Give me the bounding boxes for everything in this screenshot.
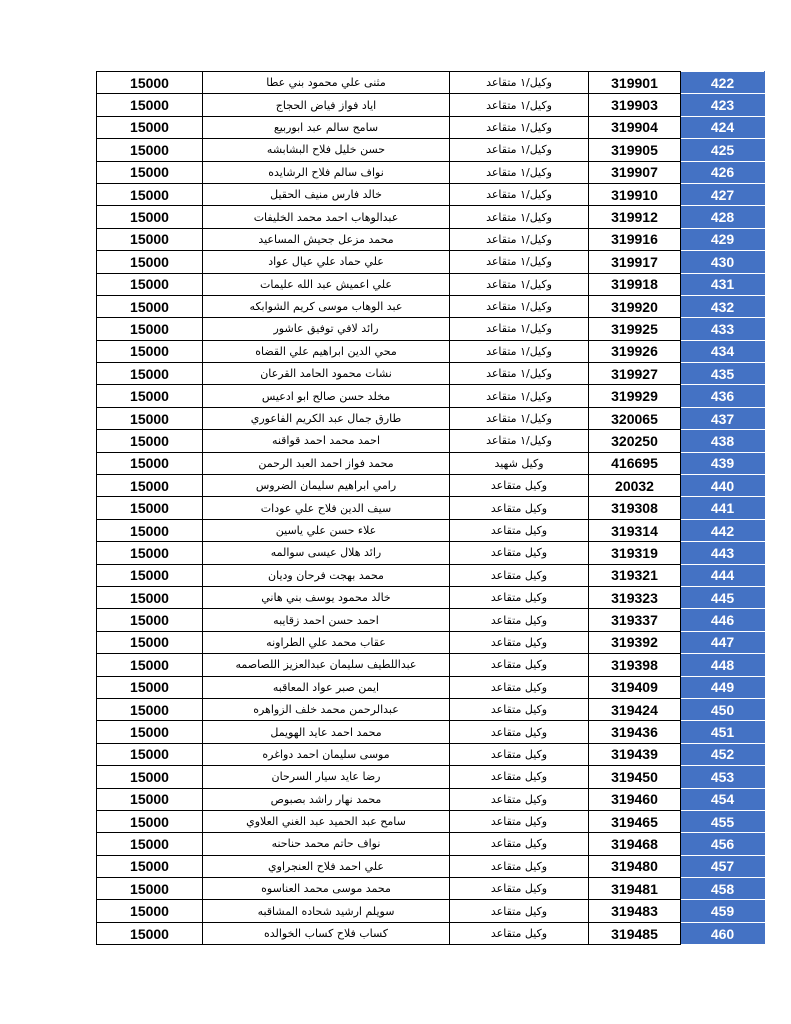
name-cell: عبد الوهاب موسى كريم الشوابكه [203, 295, 450, 317]
name-cell: علاء حسن علي ياسين [203, 519, 450, 541]
rank-cell: وكيل متقاعد [450, 542, 589, 564]
name-cell: سامح سالم عبد ابوربيع [203, 116, 450, 138]
sequence-number-cell: 429 [681, 228, 765, 250]
name-cell: ايمن صبر عواد المعاقبه [203, 676, 450, 698]
service-number-cell: 319901 [589, 72, 681, 94]
amount-cell: 15000 [97, 385, 203, 407]
sequence-number-cell: 446 [681, 609, 765, 631]
sequence-number-cell: 445 [681, 586, 765, 608]
rank-cell: وكيل متقاعد [450, 743, 589, 765]
rank-cell: وكيل متقاعد [450, 810, 589, 832]
amount-cell: 15000 [97, 430, 203, 452]
amount-cell: 15000 [97, 855, 203, 877]
service-number-cell: 319927 [589, 363, 681, 385]
rank-cell: وكيل/١ متقاعد [450, 295, 589, 317]
table-row [97, 94, 765, 116]
rank-cell: وكيل/١ متقاعد [450, 139, 589, 161]
sequence-number-cell: 425 [681, 139, 765, 161]
rank-cell: وكيل/١ متقاعد [450, 385, 589, 407]
service-number-cell: 319424 [589, 698, 681, 720]
table-row [97, 363, 765, 385]
name-cell: عبداللطيف سليمان عبدالعزيز اللصاصمه [203, 654, 450, 676]
amount-cell: 15000 [97, 295, 203, 317]
name-cell: محمد مزعل جحيش المساعيد [203, 228, 450, 250]
table-row [97, 900, 765, 922]
service-number-cell: 319321 [589, 564, 681, 586]
amount-cell: 15000 [97, 475, 203, 497]
table-row [97, 519, 765, 541]
name-cell: علي حماد علي عيال عواد [203, 251, 450, 273]
table-row [97, 766, 765, 788]
amount-cell: 15000 [97, 631, 203, 653]
table-row [97, 743, 765, 765]
table-row [97, 878, 765, 900]
name-cell: عبدالوهاب احمد محمد الخليفات [203, 206, 450, 228]
rank-cell: وكيل/١ متقاعد [450, 407, 589, 429]
table-row [97, 116, 765, 138]
amount-cell: 15000 [97, 654, 203, 676]
amount-cell: 15000 [97, 542, 203, 564]
table-row [97, 385, 765, 407]
name-cell: اياد فواز فياض الحجاج [203, 94, 450, 116]
amount-cell: 15000 [97, 609, 203, 631]
name-cell: رضا عايد سيار السرحان [203, 766, 450, 788]
amount-cell: 15000 [97, 721, 203, 743]
sequence-number-cell: 452 [681, 743, 765, 765]
sequence-number-cell: 422 [681, 72, 765, 94]
sequence-number-cell: 448 [681, 654, 765, 676]
amount-cell: 15000 [97, 586, 203, 608]
table-row [97, 654, 765, 676]
service-number-cell: 319465 [589, 810, 681, 832]
service-number-cell: 416695 [589, 452, 681, 474]
sequence-number-cell: 428 [681, 206, 765, 228]
rank-cell: وكيل متقاعد [450, 564, 589, 586]
amount-cell: 15000 [97, 878, 203, 900]
rank-cell: وكيل/١ متقاعد [450, 251, 589, 273]
amount-cell: 15000 [97, 564, 203, 586]
table-row [97, 161, 765, 183]
service-number-cell: 319481 [589, 878, 681, 900]
table-row [97, 721, 765, 743]
amount-cell: 15000 [97, 743, 203, 765]
service-number-cell: 319907 [589, 161, 681, 183]
name-cell: نواف حاتم محمد حناحنه [203, 833, 450, 855]
service-number-cell: 319483 [589, 900, 681, 922]
service-number-cell: 319926 [589, 340, 681, 362]
name-cell: علي احمد فلاح العنجراوي [203, 855, 450, 877]
sequence-number-cell: 444 [681, 564, 765, 586]
amount-cell: 15000 [97, 228, 203, 250]
service-number-cell: 319920 [589, 295, 681, 317]
name-cell: رائد هلال عيسى سوالمه [203, 542, 450, 564]
rank-cell: وكيل/١ متقاعد [450, 116, 589, 138]
amount-cell: 15000 [97, 318, 203, 340]
payment-table [96, 71, 765, 945]
service-number-cell: 319314 [589, 519, 681, 541]
amount-cell: 15000 [97, 922, 203, 944]
name-cell: مخلد حسن صالح ابو ادعيس [203, 385, 450, 407]
amount-cell: 15000 [97, 183, 203, 205]
amount-cell: 15000 [97, 698, 203, 720]
service-number-cell: 319460 [589, 788, 681, 810]
service-number-cell: 319319 [589, 542, 681, 564]
amount-cell: 15000 [97, 273, 203, 295]
rank-cell: وكيل/١ متقاعد [450, 206, 589, 228]
sequence-number-cell: 434 [681, 340, 765, 362]
rank-cell: وكيل متقاعد [450, 654, 589, 676]
rank-cell: وكيل متقاعد [450, 586, 589, 608]
service-number-cell: 20032 [589, 475, 681, 497]
name-cell: محمد بهجت فرحان وديان [203, 564, 450, 586]
service-number-cell: 319337 [589, 609, 681, 631]
rank-cell: وكيل متقاعد [450, 721, 589, 743]
table-row [97, 273, 765, 295]
service-number-cell: 319450 [589, 766, 681, 788]
table-row [97, 139, 765, 161]
sequence-number-cell: 430 [681, 251, 765, 273]
rank-cell: وكيل متقاعد [450, 766, 589, 788]
rank-cell: وكيل متقاعد [450, 631, 589, 653]
sequence-number-cell: 442 [681, 519, 765, 541]
sequence-number-cell: 450 [681, 698, 765, 720]
name-cell: سويلم ارشيد شحاده المشاقبه [203, 900, 450, 922]
rank-cell: وكيل شهيد [450, 452, 589, 474]
rank-cell: وكيل/١ متقاعد [450, 94, 589, 116]
table-row [97, 295, 765, 317]
rank-cell: وكيل متقاعد [450, 519, 589, 541]
name-cell: احمد حسن احمد زقايبه [203, 609, 450, 631]
name-cell: علي اعميش عبد الله عليمات [203, 273, 450, 295]
name-cell: محمد نهار راشد بصبوص [203, 788, 450, 810]
table-row [97, 183, 765, 205]
amount-cell: 15000 [97, 94, 203, 116]
service-number-cell: 320065 [589, 407, 681, 429]
rank-cell: وكيل/١ متقاعد [450, 273, 589, 295]
service-number-cell: 319468 [589, 833, 681, 855]
amount-cell: 15000 [97, 340, 203, 362]
amount-cell: 15000 [97, 833, 203, 855]
table-body [97, 72, 765, 945]
rank-cell: وكيل/١ متقاعد [450, 228, 589, 250]
amount-cell: 15000 [97, 519, 203, 541]
amount-cell: 15000 [97, 497, 203, 519]
table-row [97, 318, 765, 340]
amount-cell: 15000 [97, 139, 203, 161]
sequence-number-cell: 435 [681, 363, 765, 385]
amount-cell: 15000 [97, 206, 203, 228]
amount-cell: 15000 [97, 161, 203, 183]
name-cell: موسى سليمان احمد دواغره [203, 743, 450, 765]
table-row [97, 251, 765, 273]
name-cell: خالد محمود يوسف بني هاني [203, 586, 450, 608]
table-row [97, 631, 765, 653]
sequence-number-cell: 426 [681, 161, 765, 183]
amount-cell: 15000 [97, 676, 203, 698]
service-number-cell: 319904 [589, 116, 681, 138]
sequence-number-cell: 441 [681, 497, 765, 519]
name-cell: طارق جمال عبد الكريم الفاعوري [203, 407, 450, 429]
rank-cell: وكيل/١ متقاعد [450, 72, 589, 94]
service-number-cell: 319398 [589, 654, 681, 676]
service-number-cell: 319910 [589, 183, 681, 205]
amount-cell: 15000 [97, 72, 203, 94]
service-number-cell: 319392 [589, 631, 681, 653]
rank-cell: وكيل/١ متقاعد [450, 363, 589, 385]
service-number-cell: 319905 [589, 139, 681, 161]
table-row [97, 497, 765, 519]
sequence-number-cell: 454 [681, 788, 765, 810]
rank-cell: وكيل متقاعد [450, 855, 589, 877]
table-row [97, 698, 765, 720]
amount-cell: 15000 [97, 766, 203, 788]
table-row [97, 676, 765, 698]
name-cell: رائد لافي توفيق عاشور [203, 318, 450, 340]
name-cell: سامح عبد الحميد عبد الغني العلاوي [203, 810, 450, 832]
amount-cell: 15000 [97, 251, 203, 273]
table-row [97, 810, 765, 832]
service-number-cell: 319918 [589, 273, 681, 295]
table-row [97, 72, 765, 94]
sequence-number-cell: 458 [681, 878, 765, 900]
sequence-number-cell: 451 [681, 721, 765, 743]
rank-cell: وكيل متقاعد [450, 900, 589, 922]
service-number-cell: 319323 [589, 586, 681, 608]
sequence-number-cell: 424 [681, 116, 765, 138]
amount-cell: 15000 [97, 407, 203, 429]
sequence-number-cell: 447 [681, 631, 765, 653]
name-cell: خالد فارس منيف الحقيل [203, 183, 450, 205]
table-row [97, 855, 765, 877]
sequence-number-cell: 423 [681, 94, 765, 116]
rank-cell: وكيل متقاعد [450, 609, 589, 631]
sequence-number-cell: 449 [681, 676, 765, 698]
service-number-cell: 319480 [589, 855, 681, 877]
rank-cell: وكيل متقاعد [450, 676, 589, 698]
name-cell: كساب فلاح كساب الخوالده [203, 922, 450, 944]
amount-cell: 15000 [97, 116, 203, 138]
service-number-cell: 319436 [589, 721, 681, 743]
table-row [97, 206, 765, 228]
service-number-cell: 319903 [589, 94, 681, 116]
sequence-number-cell: 457 [681, 855, 765, 877]
service-number-cell: 319916 [589, 228, 681, 250]
rank-cell: وكيل/١ متقاعد [450, 318, 589, 340]
service-number-cell: 319925 [589, 318, 681, 340]
rank-cell: وكيل متقاعد [450, 475, 589, 497]
table-row [97, 407, 765, 429]
name-cell: سيف الدين فلاح علي عودات [203, 497, 450, 519]
name-cell: محمد موسى محمد العناسوه [203, 878, 450, 900]
name-cell: محمد فواز احمد العبد الرحمن [203, 452, 450, 474]
rank-cell: وكيل متقاعد [450, 922, 589, 944]
table-row [97, 564, 765, 586]
name-cell: حسن خليل فلاح البشابشه [203, 139, 450, 161]
sequence-number-cell: 433 [681, 318, 765, 340]
name-cell: عبدالرحمن محمد خلف الزواهره [203, 698, 450, 720]
sequence-number-cell: 443 [681, 542, 765, 564]
rank-cell: وكيل متقاعد [450, 788, 589, 810]
service-number-cell: 319912 [589, 206, 681, 228]
table-row [97, 228, 765, 250]
service-number-cell: 319485 [589, 922, 681, 944]
sequence-number-cell: 437 [681, 407, 765, 429]
amount-cell: 15000 [97, 810, 203, 832]
rank-cell: وكيل/١ متقاعد [450, 183, 589, 205]
sequence-number-cell: 456 [681, 833, 765, 855]
rank-cell: وكيل/١ متقاعد [450, 340, 589, 362]
rank-cell: وكيل متقاعد [450, 698, 589, 720]
table-row [97, 586, 765, 608]
sequence-number-cell: 459 [681, 900, 765, 922]
service-number-cell: 319439 [589, 743, 681, 765]
sequence-number-cell: 453 [681, 766, 765, 788]
table-row [97, 475, 765, 497]
table-row [97, 833, 765, 855]
name-cell: مثنى علي محمود بني عطا [203, 72, 450, 94]
service-number-cell: 319308 [589, 497, 681, 519]
sequence-number-cell: 431 [681, 273, 765, 295]
table-row [97, 452, 765, 474]
rank-cell: وكيل متقاعد [450, 833, 589, 855]
service-number-cell: 319409 [589, 676, 681, 698]
sequence-number-cell: 439 [681, 452, 765, 474]
rank-cell: وكيل متقاعد [450, 497, 589, 519]
service-number-cell: 320250 [589, 430, 681, 452]
table-row [97, 609, 765, 631]
amount-cell: 15000 [97, 452, 203, 474]
rank-cell: وكيل/١ متقاعد [450, 161, 589, 183]
sequence-number-cell: 455 [681, 810, 765, 832]
table-row [97, 430, 765, 452]
sequence-number-cell: 460 [681, 922, 765, 944]
service-number-cell: 319929 [589, 385, 681, 407]
rank-cell: وكيل متقاعد [450, 878, 589, 900]
name-cell: رامي ابراهيم سليمان الضروس [203, 475, 450, 497]
name-cell: محمد احمد عايد الهويمل [203, 721, 450, 743]
amount-cell: 15000 [97, 363, 203, 385]
table-row [97, 788, 765, 810]
sequence-number-cell: 432 [681, 295, 765, 317]
name-cell: نشات محمود الحامد القرعان [203, 363, 450, 385]
rank-cell: وكيل/١ متقاعد [450, 430, 589, 452]
name-cell: عقاب محمد علي الطراونه [203, 631, 450, 653]
sequence-number-cell: 440 [681, 475, 765, 497]
sequence-number-cell: 436 [681, 385, 765, 407]
table-row [97, 922, 765, 944]
amount-cell: 15000 [97, 900, 203, 922]
table-row [97, 542, 765, 564]
name-cell: احمد محمد احمد قواقنه [203, 430, 450, 452]
sequence-number-cell: 427 [681, 183, 765, 205]
sequence-number-cell: 438 [681, 430, 765, 452]
amount-cell: 15000 [97, 788, 203, 810]
name-cell: نواف سالم فلاح الرشايده [203, 161, 450, 183]
name-cell: محي الدين ابراهيم علي القضاه [203, 340, 450, 362]
service-number-cell: 319917 [589, 251, 681, 273]
table-row [97, 340, 765, 362]
